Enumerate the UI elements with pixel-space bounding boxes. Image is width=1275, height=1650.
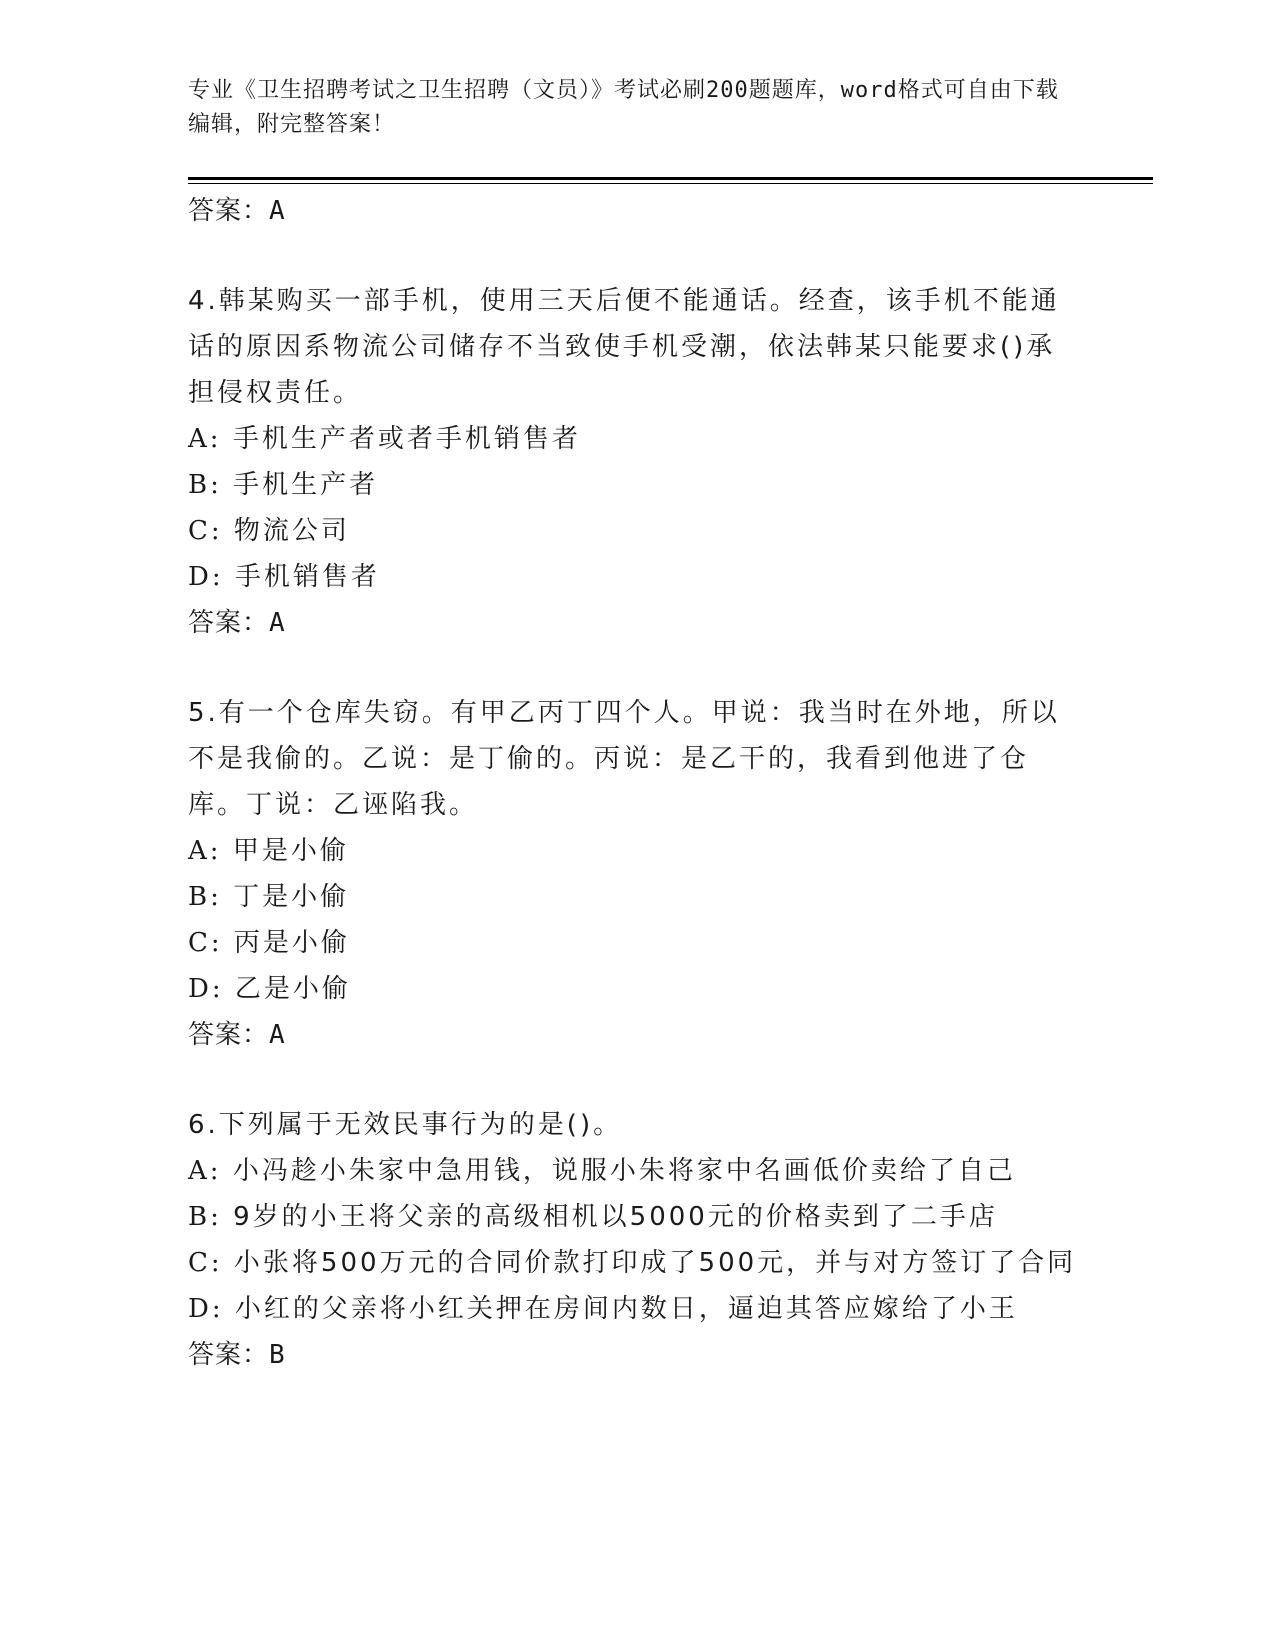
option-a: A: 手机生产者或者手机销售者	[188, 424, 581, 454]
page-header-text: 专业《卫生招聘考试之卫生招聘（文员）》考试必刷200题题库，word格式可自由下载编辑，附完整答案！	[188, 78, 1059, 137]
question-text: 5.有一个仓库失窃。有甲乙丙丁四个人。甲说：我当时在外地，所以不是我偷的。乙说：是丁偷的。丙说：是乙干的，我看到他进了仓库。丁说：乙诬陷我。	[188, 698, 1060, 820]
question-block	[188, 690, 1088, 1058]
option-c: C: 物流公司	[188, 516, 350, 546]
option-b: B: 9岁的小王将父亲的高级相机以5000元的价格卖到了二手店	[188, 1202, 998, 1232]
option-c: C: 丙是小偷	[188, 928, 350, 958]
answer-line: 答案：A	[188, 608, 286, 638]
option-d: D: 乙是小偷	[188, 974, 351, 1004]
question-text: 6.下列属于无效民事行为的是()。	[188, 1110, 623, 1140]
question-block	[188, 278, 1088, 646]
option-b: B: 丁是小偷	[188, 882, 350, 912]
answer-line: 答案：A	[188, 1020, 286, 1050]
option-c: C: 小张将500万元的合同价款打印成了500元，并与对方签订了合同	[188, 1248, 1077, 1278]
option-a: A: 甲是小偷	[188, 836, 349, 866]
option-d: D: 小红的父亲将小红关押在房间内数日，逼迫其答应嫁给了小王	[188, 1294, 1018, 1324]
option-b: B: 手机生产者	[188, 470, 379, 500]
question-text: 4.韩某购买一部手机，使用三天后便不能通话。经查，该手机不能通话的原因系物流公司储存不当致使手机受潮，依法韩某只能要求()承担侵权责任。	[188, 286, 1060, 408]
answer-line: 答案：A	[188, 196, 286, 226]
option-d: D: 手机销售者	[188, 562, 380, 592]
question-block	[188, 1102, 1088, 1378]
document-body	[188, 188, 1088, 1378]
header-rule-thick	[188, 177, 1153, 180]
header-rule-thin	[188, 183, 1153, 184]
option-a: A: 小冯趁小朱家中急用钱，说服小朱将家中名画低价卖给了自己	[188, 1156, 1016, 1186]
answer-line: 答案：B	[188, 1340, 286, 1370]
